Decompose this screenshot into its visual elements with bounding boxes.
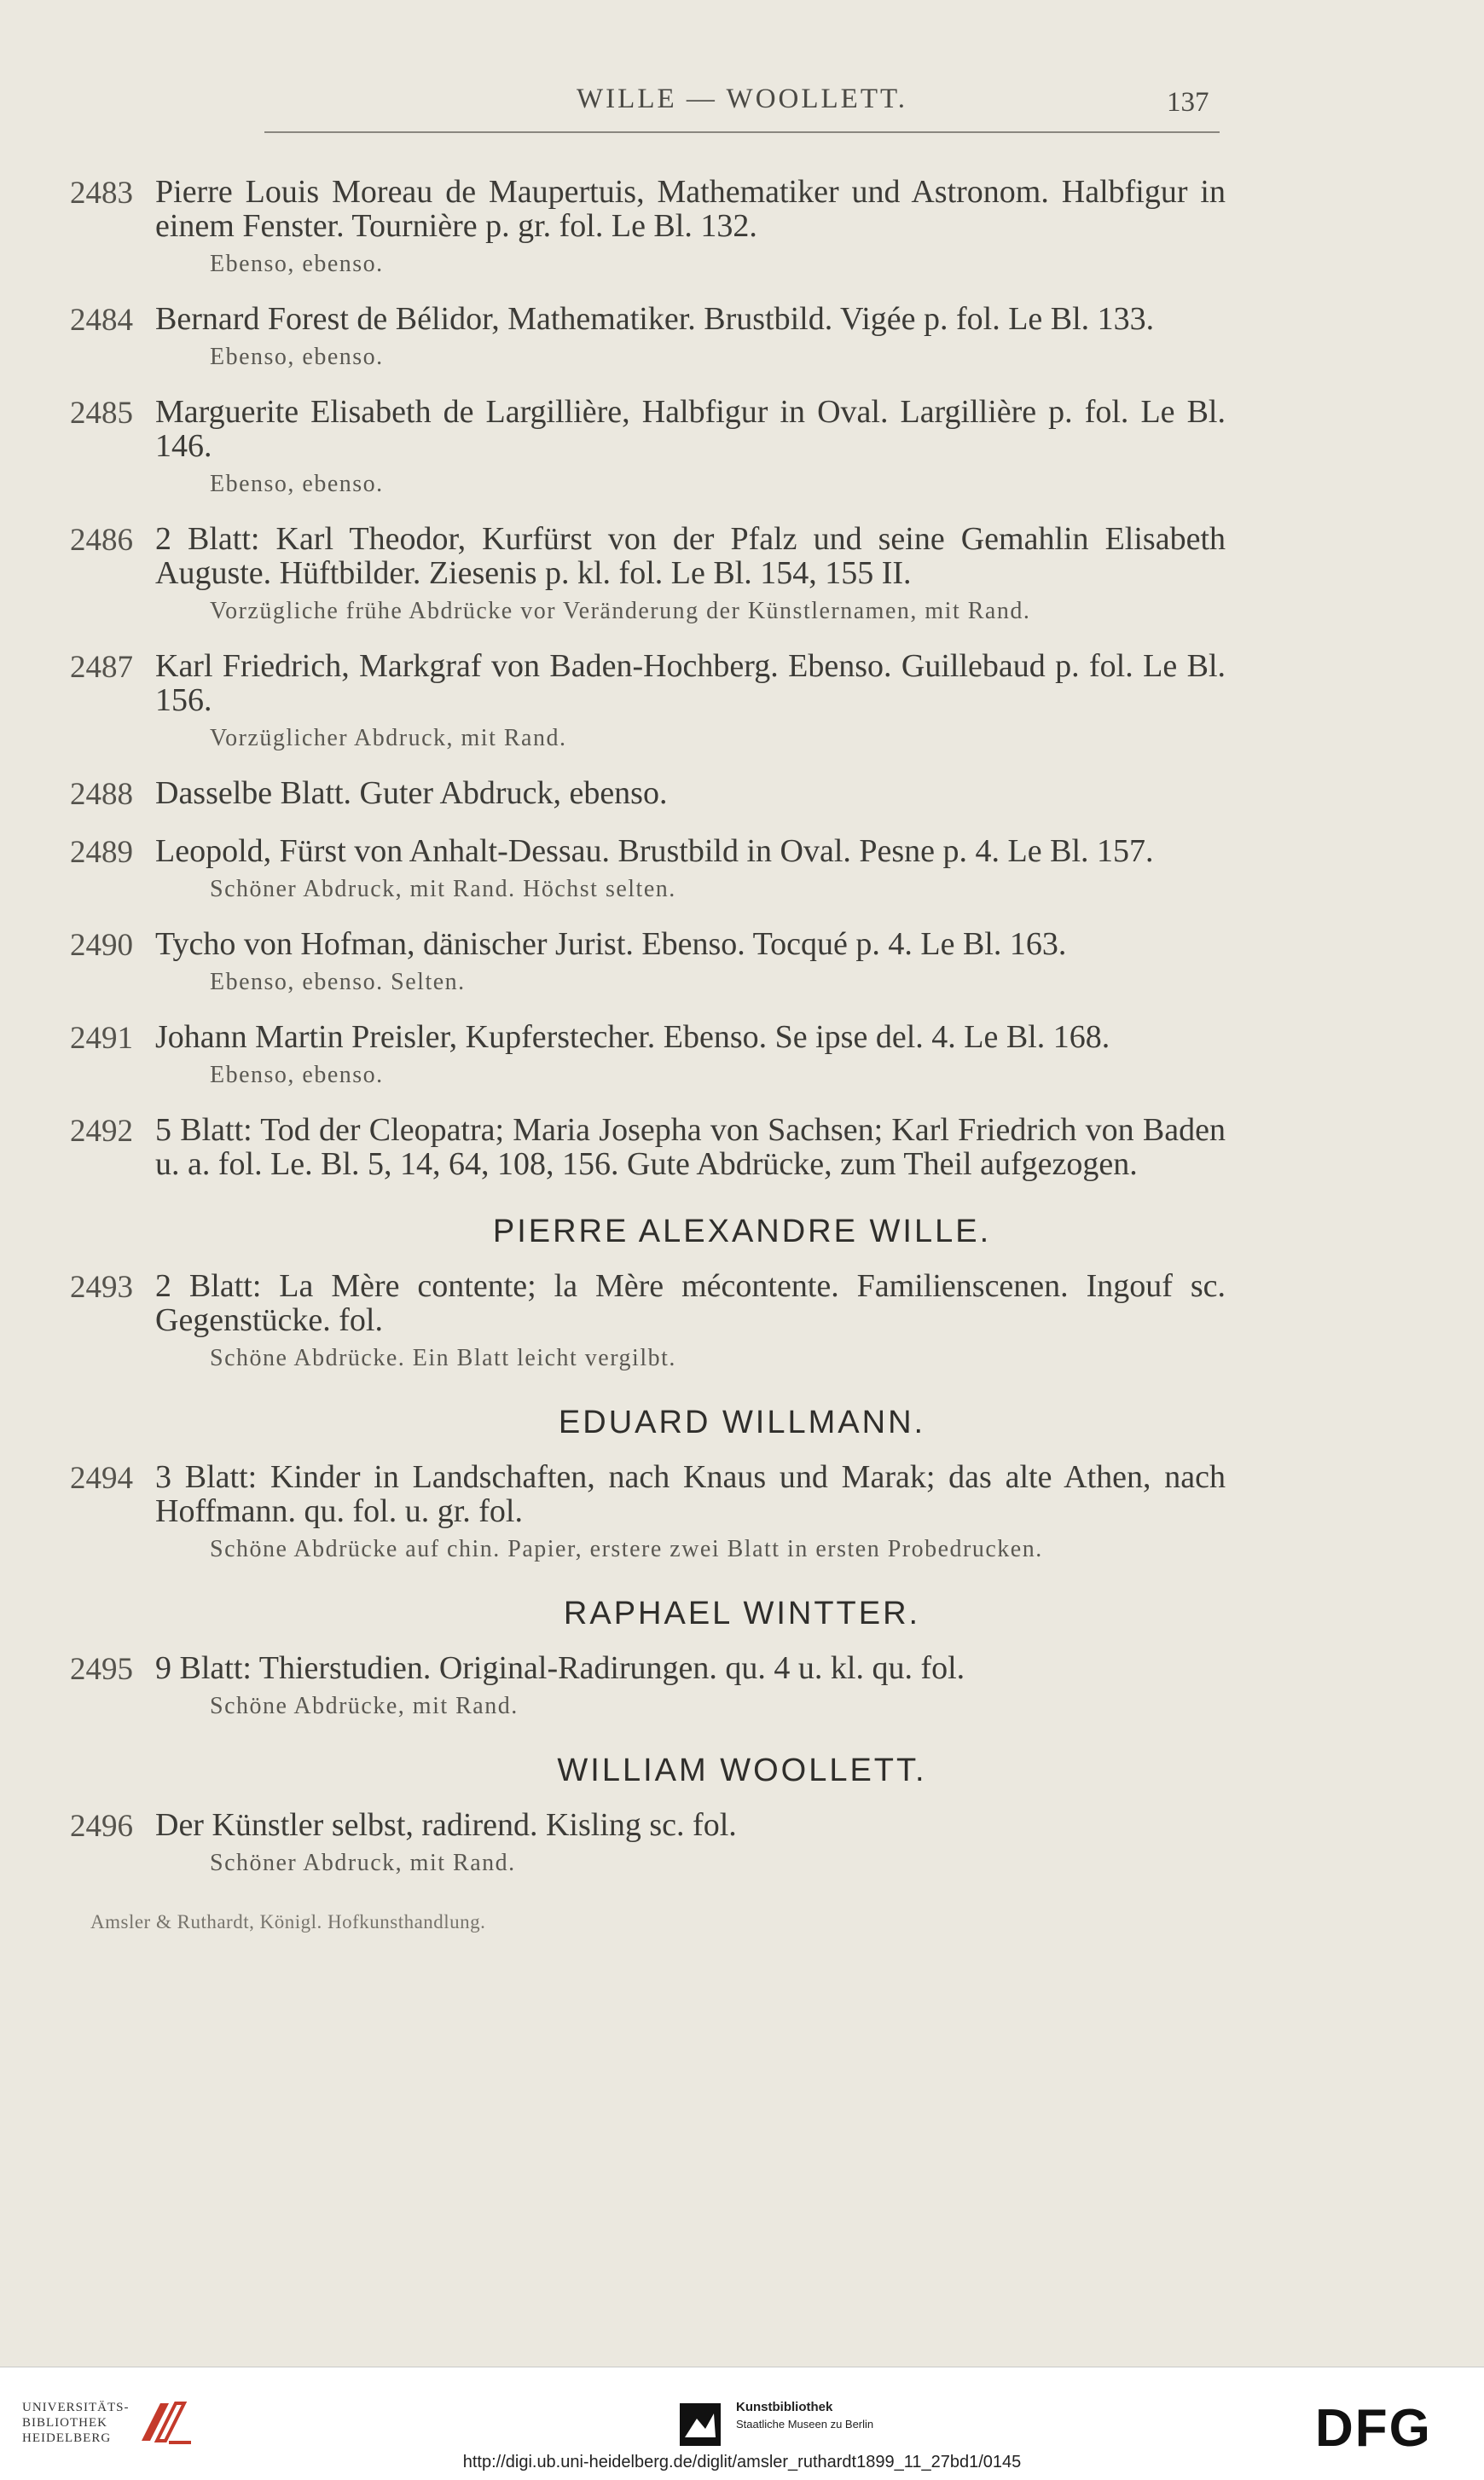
lot-number: 2483: [70, 176, 133, 211]
ub-line-1: UNIVERSITÄTS-: [22, 2401, 130, 2414]
catalog-entry: [70, 1459, 1226, 1563]
dfg-logo-text: DFG: [1315, 2402, 1432, 2453]
kunstbibliothek-emblem-icon: [680, 2403, 721, 2446]
section-heading-raphael-wintter: RAPHAEL WINTTER.: [563, 1596, 921, 1631]
entries-block: [0, 1460, 1484, 1563]
entries-block: [0, 175, 1484, 1181]
entry-description: Pierre Louis Moreau de Maupertuis, Mathematiker und Astronom. Halbfigur in einem Fenster. Tournière p. gr. fol. Le Bl. 132.: [155, 174, 1226, 244]
ub-emblem-icon: [135, 2398, 196, 2449]
entry-description: 3 Blatt: Kinder in Landschaften, nach Knaus und Marak; das alte Athen, nach Hoffmann. qu. fol. u. gr. fol.: [155, 1459, 1226, 1529]
lot-number: 2490: [70, 928, 133, 963]
lot-number: 2491: [70, 1021, 133, 1056]
entry-description: Marguerite Elisabeth de Largillière, Halbfigur in Oval. Largillière p. fol. Le Bl. 146.: [155, 394, 1226, 464]
catalog-entry: [70, 521, 1226, 625]
catalog-content: [0, 175, 1484, 1933]
catalog-entry: [70, 1112, 1226, 1182]
entry-condition-note: Ebenso, ebenso. Selten.: [210, 969, 466, 995]
lot-number: 2484: [70, 303, 133, 338]
catalog-entry: [70, 775, 1226, 812]
catalog-entry: [70, 648, 1226, 752]
entry-condition-note: Ebenso, ebenso.: [210, 251, 384, 277]
section-heading-william-woollett: WILLIAM WOOLLETT.: [557, 1753, 927, 1788]
entry-description: 2 Blatt: Karl Theodor, Kurfürst von der Pfalz und seine Gemahlin Elisabeth Auguste. Hüftbilder. Ziesenis p. kl. fol. Le Bl. 154, 155 II.: [155, 521, 1226, 591]
page-number: 137: [1167, 87, 1209, 118]
header-rule: [264, 131, 1220, 133]
entry-description: Der Künstler selbst, radirend. Kisling sc. fol.: [155, 1807, 737, 1843]
entry-description: Johann Martin Preisler, Kupferstecher. Ebenso. Se ipse del. 4. Le Bl. 168.: [155, 1019, 1110, 1055]
lot-number: 2485: [70, 396, 133, 431]
entry-condition-note: Schöner Abdruck, mit Rand. Höchst selten.: [210, 876, 676, 902]
entry-condition-note: Schöner Abdruck, mit Rand.: [210, 1850, 516, 1876]
entries-block: [0, 1269, 1484, 1372]
section-heading-pierre-alexandre-wille: PIERRE ALEXANDRE WILLE.: [492, 1214, 992, 1249]
kunstbibliothek-subtitle: Staatliche Museen zu Berlin: [736, 2418, 874, 2431]
entry-description: Dasselbe Blatt. Guter Abdruck, ebenso.: [155, 775, 668, 811]
catalog-entry: [70, 1807, 1226, 1877]
dfg-logo[interactable]: [1315, 2402, 1469, 2453]
kunstbibliothek-logo[interactable]: [680, 2398, 936, 2449]
catalog-entry: [70, 394, 1226, 498]
lot-number: 2486: [70, 523, 133, 558]
digitization-footer: [0, 2367, 1484, 2480]
entries-block: [0, 1808, 1484, 1877]
entry-condition-note: Ebenso, ebenso.: [210, 1062, 384, 1088]
entry-condition-note: Vorzügliche frühe Abdrücke vor Veränderung der Künstlernamen, mit Rand.: [210, 598, 1031, 624]
entry-description: Leopold, Fürst von Anhalt-Dessau. Brustbild in Oval. Pesne p. 4. Le Bl. 157.: [155, 833, 1154, 869]
lot-number: 2493: [70, 1270, 133, 1305]
lot-number: 2495: [70, 1652, 133, 1687]
entry-description: 2 Blatt: La Mère contente; la Mère mécontente. Familienscenen. Ingouf sc. Gegenstücke. fol.: [155, 1268, 1226, 1338]
lot-number: 2489: [70, 835, 133, 870]
lot-number: 2496: [70, 1809, 133, 1844]
entry-description: Tycho von Hofman, dänischer Jurist. Ebenso. Tocqué p. 4. Le Bl. 163.: [155, 926, 1067, 962]
entry-condition-note: Ebenso, ebenso.: [210, 344, 384, 370]
kunstbibliothek-title: Kunstbibliothek: [736, 2400, 833, 2414]
entry-condition-note: Schöne Abdrücke, mit Rand.: [210, 1693, 519, 1719]
catalog-entry: [70, 833, 1226, 903]
ub-logo-text: [22, 2400, 130, 2446]
entry-condition-note: Schöne Abdrücke. Ein Blatt leicht vergilbt.: [210, 1345, 676, 1371]
dfg-logo-icon: [1315, 2402, 1469, 2453]
entry-description: 5 Blatt: Tod der Cleopatra; Maria Josepha von Sachsen; Karl Friedrich von Baden u. a. fol. Le. Bl. 5, 14, 64, 108, 156. Gute Abdrücke, zum Theil aufgezogen.: [155, 1112, 1226, 1182]
lot-number: 2494: [70, 1461, 133, 1496]
entry-condition-note: Vorzüglicher Abdruck, mit Rand.: [210, 725, 567, 751]
ub-heidelberg-logo[interactable]: [22, 2398, 227, 2453]
publisher-imprint: Amsler & Ruthardt, Königl. Hofkunsthandlung.: [90, 1911, 486, 1932]
entry-condition-note: Schöne Abdrücke auf chin. Papier, erstere zwei Blatt in ersten Probedrucken.: [210, 1536, 1043, 1562]
entry-description: Karl Friedrich, Markgraf von Baden-Hochberg. Ebenso. Guillebaud p. fol. Le Bl. 156.: [155, 648, 1226, 718]
catalog-entry: [70, 1650, 1226, 1720]
catalog-entry: [70, 1019, 1226, 1089]
catalog-entry: [70, 174, 1226, 278]
lot-number: 2492: [70, 1114, 133, 1149]
kunstbibliothek-text: [736, 2400, 873, 2431]
entry-condition-note: Ebenso, ebenso.: [210, 471, 384, 497]
ub-line-2: BIBLIOTHEK: [22, 2416, 107, 2430]
lot-number: 2487: [70, 650, 133, 685]
catalog-entry: [70, 301, 1226, 371]
lot-number: 2488: [70, 777, 133, 812]
catalog-entry: [70, 1268, 1226, 1372]
entry-description: 9 Blatt: Thierstudien. Original-Radirungen. qu. 4 u. kl. qu. fol.: [155, 1650, 965, 1686]
running-head: WILLE — WOOLLETT.: [577, 84, 907, 114]
entry-description: Bernard Forest de Bélidor, Mathematiker. Brustbild. Vigée p. fol. Le Bl. 133.: [155, 301, 1155, 337]
section-heading-eduard-willmann: EDUARD WILLMANN.: [558, 1405, 926, 1440]
ub-line-3: HEIDELBERG: [22, 2431, 112, 2445]
catalog-entry: [70, 926, 1226, 996]
permalink-url[interactable]: http://digi.ub.uni-heidelberg.de/diglit/amsler_ruthardt1899_11_27bd1/0145: [462, 2453, 1022, 2471]
entries-block: [0, 1651, 1484, 1720]
